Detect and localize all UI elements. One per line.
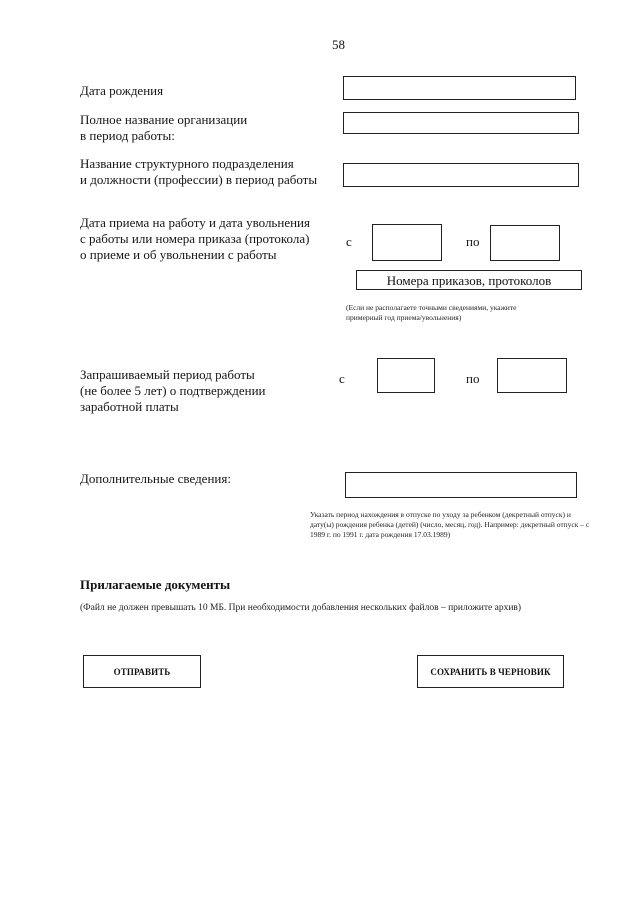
hire-from-label: с	[346, 234, 352, 249]
requested-period-label: Запрашиваемый период работы (не более 5 лет) о подтверждении заработной платы	[80, 367, 266, 414]
birth-date-input[interactable]	[343, 76, 576, 100]
attachments-title: Прилагаемые документы	[80, 577, 231, 592]
period-from-label: с	[339, 371, 345, 386]
additional-info-label: Дополнительные сведения:	[80, 471, 231, 486]
save-draft-button[interactable]: СОХРАНИТЬ В ЧЕРНОВИК	[417, 655, 564, 688]
submit-button[interactable]: ОТПРАВИТЬ	[83, 655, 201, 688]
birth-date-label: Дата рождения	[80, 83, 164, 98]
attachments-note: (Файл не должен превышать 10 МБ. При необходимости добавления нескольких файлов – приложите архив)	[80, 603, 522, 613]
organization-label: Полное название организации в период работы:	[80, 112, 248, 143]
additional-info-note: Указать период нахождения в отпуске по уходу за ребенком (декретный отпуск) и дату(ы) рождения ребенка (детей) (число, месяц, год). Например: декретный отпуск – с 1989 г. по 1991 г. дата рождения 17.03.1989)	[310, 510, 590, 539]
hire-to-label: по	[466, 234, 480, 249]
page-number: 58	[332, 37, 345, 52]
period-to-label: по	[466, 371, 480, 386]
hire-dismissal-label: Дата приема на работу и дата увольнения с работы или номера приказа (протокола) о приеме и об увольнении с работы	[80, 215, 310, 262]
hire-from-input[interactable]	[372, 224, 442, 261]
hire-note: (Если не располагаете точными сведениями, укажите примерный год приема/увольнения)	[346, 303, 517, 322]
additional-info-input[interactable]	[345, 472, 577, 498]
period-from-input[interactable]	[377, 358, 435, 393]
orders-input[interactable]: Номера приказов, протоколов	[356, 270, 582, 290]
organization-input[interactable]	[343, 112, 579, 134]
division-label: Название структурного подразделения и должности (профессии) в период работы	[80, 156, 318, 187]
period-to-input[interactable]	[497, 358, 567, 393]
division-input[interactable]	[343, 163, 579, 187]
hire-to-input[interactable]	[490, 225, 560, 261]
